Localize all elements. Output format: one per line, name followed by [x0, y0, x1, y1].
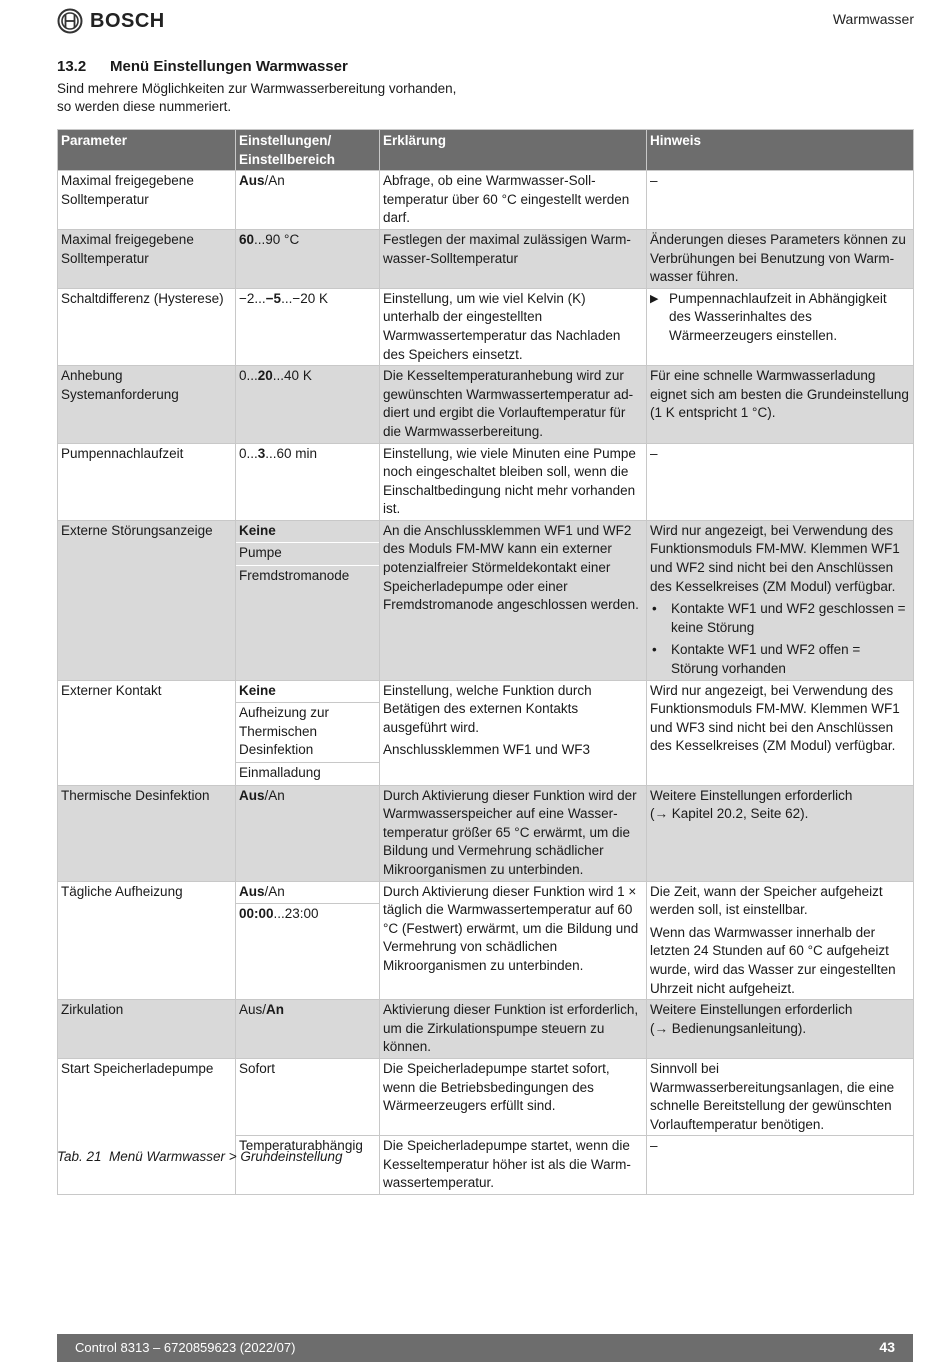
note-cell: [647, 520, 914, 680]
note-cell: –: [647, 1136, 914, 1195]
explanation-cell: Durch Aktivierung dieser Funktion wird 1 × täglich die Warmwassertemperatur auf 60 °C (Festwert) erwärmt, um die Bildung und Vermehrung von schädlichen Mikroorganismen zu unterbinden.: [380, 881, 647, 1000]
explanation-cell: Die Speicherladepumpe startet sofort, wenn die Betriebsbedingungen des Wärmeerzeugers erfüllt sind.: [380, 1058, 647, 1135]
table-row: [58, 229, 914, 288]
brand-name: BOSCH: [90, 9, 165, 32]
explanation-cell: Abfrage, ob eine Warmwasser-Solltemperatur über 60 °C eingestellt werden darf.: [380, 171, 647, 230]
chapter-title: Warmwasser: [832, 11, 914, 27]
section-heading: [57, 58, 348, 75]
range-value: ...90 °C: [254, 231, 300, 247]
range-end: ...40 K: [272, 368, 312, 384]
default-value: 20: [257, 368, 273, 384]
explanation-cell: Durch Aktivierung dieser Funktion wird der Warmwasserspeicher auf eine Wassertemperatur größer 65 °C erwärmt, um die Bildung und Vermehrung schädlicher Mikroorganismen zu unterbinden.: [380, 785, 647, 881]
explanation-cell: Einstellung, wie viele Minuten eine Pumpe noch eingeschaltet bleiben soll, wenn die Einschaltbedingung nicht mehr vorhanden ist.: [380, 443, 647, 520]
option: Pumpe: [236, 543, 379, 566]
explanation-cell: Festlegen der maximal zulässigen Warmwasser-Solltemperatur: [380, 229, 647, 288]
explanation-text-2: Anschlussklemmen WF1 und WF3: [383, 742, 591, 758]
param-cell: Zirkulation: [58, 1000, 236, 1059]
table-row: [58, 366, 914, 443]
bullet-icon: •: [652, 642, 657, 658]
range-start: 0...: [239, 368, 258, 384]
default-value: 60: [239, 231, 255, 247]
header-explanation: Erklärung: [380, 130, 647, 171]
bullet-item: • Kontakte WF1 und WF2 offen = Störung vorhanden: [650, 641, 910, 678]
range-end: ...−20 K: [281, 290, 328, 306]
setting-cell: [236, 680, 380, 785]
option-default: Keine: [236, 521, 379, 544]
note-cell: –: [647, 443, 914, 520]
table-caption: [57, 1149, 342, 1164]
table-row: [58, 520, 914, 680]
section-intro: Sind mehrere Möglichkeiten zur Warmwasserbereitung vorhanden, so werden diese nummeriert.: [57, 81, 457, 114]
explanation-text: Einstellung, welche Funktion durch Betätigen des externen Kontakts ausgeführt wird.: [383, 682, 592, 735]
settings-table: [57, 129, 914, 1195]
table-header-row: [58, 130, 914, 171]
option-default: Keine: [236, 681, 379, 704]
table-row: [58, 785, 914, 881]
note-cell: Wird nur angezeigt, bei Verwendung des Funktionsmoduls FM-MW. Klemmen WF1 und WF3 sind nicht bei den Anschlüssen des Kesselkreises (ZM Modul) verfügbar.: [647, 680, 914, 785]
param-cell: Start Speicherladepumpe: [58, 1058, 236, 1194]
note-text: Weitere Einstellungen erforderlich: [650, 1002, 853, 1018]
default-value: An: [266, 1002, 285, 1018]
param-cell: Externer Kontakt: [58, 680, 236, 785]
param-cell: Maximal freigegebene Solltemperatur: [58, 229, 236, 288]
param-cell: Tägliche Aufheizung: [58, 881, 236, 1000]
action-arrow-icon: ▶: [650, 292, 659, 305]
header-parameter: Parameter: [58, 130, 236, 171]
explanation-cell: An die Anschlussklemmen WF1 und WF2 des Moduls FM-MW kann ein externer potenzialfreier Störmeldekontakt einer Speicherladepumpe oder einer Fremdstromanode angeschlossen werden.: [380, 520, 647, 680]
table-row: [58, 171, 914, 230]
document-reference: Control 8313 – 6720859623 (2022/07): [75, 1340, 296, 1355]
param-cell: Schaltdifferenz (Hysterese): [58, 288, 236, 365]
note-cell: Für eine schnelle Warmwasserladung eignet sich am besten die Grundeinstellung (1 K entspricht 1 °C).: [647, 366, 914, 443]
setting-cell: Temperaturabhängig: [236, 1136, 380, 1195]
note-text-2: Wenn das Warmwasser innerhalb der letzten 24 Stunden auf 60 °C aufgeheizt wurde, wird das Wasser zur eingestellten Uhrzeit nicht aufgeheizt.: [650, 924, 896, 996]
param-cell: Pumpennachlaufzeit: [58, 443, 236, 520]
brand-logo: [57, 8, 165, 34]
range-start: −2...: [239, 290, 266, 306]
table-row: [58, 1000, 914, 1059]
setting-cell: [236, 881, 380, 1000]
param-cell: Externe Störungsanzeige: [58, 520, 236, 680]
note-cell: [647, 1000, 914, 1059]
note-text: Wird nur angezeigt, bei Verwendung des Funktionsmoduls FM-MW. Klemmen WF1 und WF2 sind nicht bei den Anschlüssen des Kesselkreises (ZM Modul) verfügbar.: [650, 522, 900, 594]
default-value: Aus: [239, 787, 265, 803]
setting-cell: [236, 229, 380, 288]
cross-reference: (→ Kapitel 20.2, Seite 62).: [650, 806, 809, 822]
setting-cell: Sofort: [236, 1058, 380, 1135]
note-cell: Änderungen dieses Parameters können zu Verbrühungen bei Benutzung von Warmwasser führen.: [647, 229, 914, 288]
option: Aus/An: [236, 882, 379, 905]
caption-number: Tab. 21: [57, 1149, 102, 1164]
note-cell: [647, 881, 914, 1000]
param-cell: Anhebung Systemanforderung: [58, 366, 236, 443]
param-cell: Maximal freigegebene Solltemperatur: [58, 171, 236, 230]
range-end: ...60 min: [265, 445, 318, 461]
page-number: 43: [879, 1339, 895, 1355]
note-text: Pumpennachlaufzeit in Abhängigkeit des Wasserinhaltes des Wärmeerzeugers einstellen.: [669, 290, 887, 343]
header-settings: [236, 130, 380, 171]
option: Einmalladung: [239, 765, 321, 780]
option: Aufheizung zur Thermischen Desinfektion: [236, 703, 379, 763]
note-cell: Sinnvoll bei Warmwasserbereitungsanlagen, die eine schnelle Bereitstellung der gewünschten Vorlauftemperatur benötigen.: [647, 1058, 914, 1135]
explanation-cell: Die Speicherladepumpe startet, wenn die Kesseltemperatur höher ist als die Warmwassertemperatur.: [380, 1136, 647, 1195]
note-text: Die Zeit, wann der Speicher aufgeheizt werden soll, ist einstellbar.: [650, 883, 883, 918]
header-settings-line2: Einstellbereich: [239, 151, 336, 167]
page-footer: [57, 1334, 913, 1362]
header-note: Hinweis: [647, 130, 914, 171]
setting-cell: [236, 785, 380, 881]
section-title: Menü Einstellungen Warmwasser: [110, 58, 348, 75]
table-row: [58, 881, 914, 1000]
table-row: [58, 288, 914, 365]
setting-cell: [236, 366, 380, 443]
default-value: 3: [257, 445, 266, 461]
table-row: [58, 443, 914, 520]
explanation-cell: Aktivierung dieser Funktion ist erforderlich, um die Zirkulationspumpe steuern zu können.: [380, 1000, 647, 1059]
explanation-cell: Die Kesseltemperaturanhebung wird zur gewünschten Warmwassertemperatur addiert und ergibt die Vorlauftemperatur für die Warmwasserbereitung.: [380, 366, 647, 443]
explanation-cell: [380, 680, 647, 785]
bullet-icon: •: [652, 601, 657, 617]
bosch-armature-icon: [57, 8, 83, 34]
caption-text: Menü Warmwasser > Grundeinstellung: [109, 1149, 343, 1164]
explanation-cell: Einstellung, um wie viel Kelvin (K) unterhalb der eingestellten Warmwassertemperatur das Nachladen des Speichers einsetzt.: [380, 288, 647, 365]
table-row: [58, 680, 914, 785]
bullet-item: • Kontakte WF1 und WF2 geschlossen = keine Störung: [650, 600, 910, 637]
range-value: /An: [264, 787, 285, 803]
param-cell: Thermische Desinfektion: [58, 785, 236, 881]
setting-cell: [236, 1000, 380, 1059]
default-value: −5: [265, 290, 282, 306]
range-value: /An: [264, 173, 285, 189]
note-cell: –: [647, 171, 914, 230]
default-value: Aus: [239, 173, 265, 189]
table-row: [58, 1058, 914, 1135]
page-header: [57, 8, 914, 36]
note-text: Weitere Einstellungen erforderlich: [650, 787, 853, 803]
range-start: 0...: [239, 445, 258, 461]
header-settings-line1: Einstellungen/: [239, 133, 332, 148]
setting-cell: [236, 520, 380, 680]
range-start: Aus/: [239, 1002, 267, 1018]
note-cell: [647, 785, 914, 881]
option: Fremdstromanode: [239, 568, 350, 584]
cross-reference: (→ Bedienungsanleitung).: [650, 1020, 807, 1036]
section-number: 13.2: [57, 58, 87, 75]
note-cell: [647, 288, 914, 365]
setting-cell: [236, 443, 380, 520]
setting-cell: [236, 171, 380, 230]
option: 00:00...23:00: [239, 906, 319, 922]
setting-cell: [236, 288, 380, 365]
